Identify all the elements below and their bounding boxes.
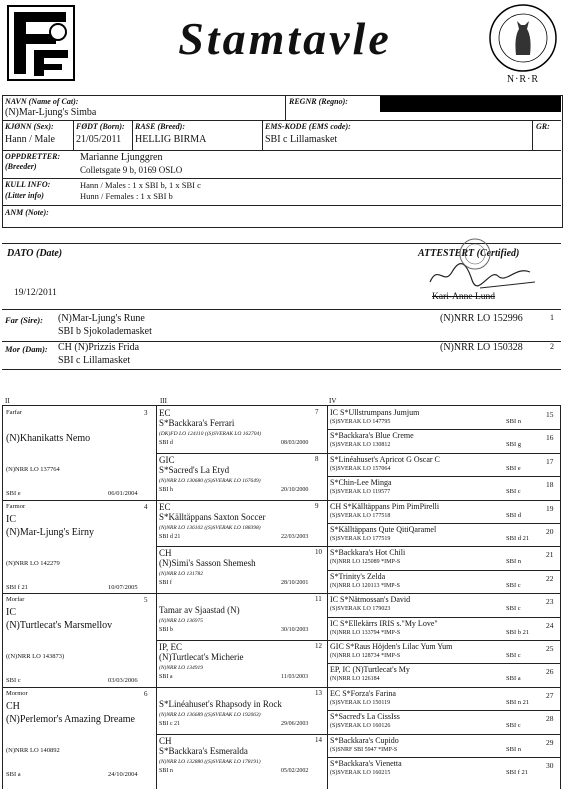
ancestor-date: 11/03/2003: [281, 674, 309, 680]
cert-date: 19/12/2011: [14, 288, 57, 298]
ancestor-date: 22/03/2003: [281, 533, 309, 540]
grid-line: [156, 593, 327, 594]
ancestor-name: S*Chin-Lee Minga: [330, 478, 392, 488]
ancestor-reg: (N)NRR LO 140892: [6, 746, 60, 754]
ancestor-role: Farfar: [6, 409, 22, 416]
ancestor-reg: (DK)FD LO 124110 ((S)SVERAK LO 162704): [159, 431, 262, 437]
ancestor-number: 16: [546, 433, 554, 443]
ancestor-number: 27: [546, 690, 554, 700]
sex-value: Hann / Male: [5, 134, 55, 145]
ancestor-color: SBI b: [159, 627, 173, 634]
ancestor-name: CH S*Källtäppans Pim PimPirelli: [330, 501, 440, 511]
grid-line: [156, 406, 157, 789]
sire-label: Far (Sire):: [5, 315, 44, 325]
ancestor-name: (N)Turtlecat's Marsmellov: [6, 620, 113, 632]
ancestor-color: SBI d 21: [159, 533, 181, 540]
cert-seal: [458, 237, 492, 271]
ancestor-reg: (N)NRR LO 132880 ((S)SVERAK LO 178191): [159, 758, 261, 765]
ancestor-color: SBI e: [6, 490, 21, 497]
ancestor-role: Morfar: [6, 596, 25, 604]
ancestor-name: (N)Perlemor's Amazing Dreame: [6, 713, 135, 725]
ancestor-color: SBI f: [159, 580, 172, 587]
breeder-name: Marianne Ljunggren: [80, 152, 163, 163]
ancestor-reg: (S)SVERAK LO 179023: [330, 606, 391, 613]
grid-line: [156, 546, 327, 547]
ancestor-name: EP, IC (N)Turtlecat's My: [330, 665, 410, 675]
breeder-label: OPPDRETTER:: [5, 152, 61, 161]
ancestor-name: S*Källtäppans Qute QitiQaramel: [330, 525, 437, 534]
col-header-ii: II: [5, 397, 10, 405]
ancestor-date: 08/03/2000: [281, 440, 309, 446]
grid-line: [327, 687, 560, 688]
regnr-label: REGNR (Regno):: [289, 97, 348, 106]
ancestor-name: S*Källtäppans Saxton Soccer: [159, 511, 266, 522]
fife-logo: [6, 4, 76, 82]
name-label: NAVN (Name of Cat):: [5, 97, 79, 106]
ancestor-name: S*Linéahuset's Rhapsody in Rock: [159, 698, 282, 709]
ancestor-number: 15: [546, 410, 554, 419]
ancestor-name: S*Backkara's Cupido: [330, 735, 399, 745]
ancestor-color: SBI c: [6, 677, 21, 685]
ancestor-color: SBI n: [506, 745, 521, 753]
ancestor-color: SBI c: [506, 722, 521, 730]
grid-line: [3, 593, 156, 594]
ancestor-color: SBI f 21: [6, 583, 29, 591]
ancestor-name: IC S*Nätmossan's David: [330, 595, 411, 605]
ancestor-number: 12: [315, 642, 322, 650]
ancestor-name: S*Sacred's La CissIss: [330, 712, 400, 722]
ancestor-reg: (N)NRR LO 120113 *IMP-S: [330, 582, 400, 589]
col-header-iii: III: [160, 397, 167, 405]
ancestor-reg: (N)NRR LO 128734 *IMP-S: [330, 653, 401, 659]
nrr-seal: [488, 3, 558, 73]
cat-name: (N)Mar-Ljung's Simba: [5, 107, 97, 118]
ancestor-reg: (S)SNRF SBI 5947 *IMP-S: [330, 746, 398, 753]
ancestor-title: EC: [159, 501, 171, 512]
ancestor-number: 9: [315, 501, 319, 510]
dam-color: SBI c Lillamasket: [58, 355, 131, 366]
ancestor-color: SBI n: [159, 767, 173, 774]
ancestor-date: 30/10/2003: [281, 627, 309, 634]
ancestor-reg: (N)NRR LO 131782: [159, 571, 203, 578]
pedigree-table: [2, 405, 561, 789]
ancestor-number: 5: [144, 596, 148, 605]
ancestor-name: S*Sacred's La Etyd: [159, 464, 230, 475]
grid-line: [327, 406, 328, 789]
ancestor-role: Mormor: [6, 689, 28, 697]
dam-num: 2: [550, 342, 554, 351]
ancestor-number: 17: [546, 456, 554, 466]
sire-num: 1: [550, 313, 554, 322]
ancestor-number: 13: [315, 688, 322, 697]
ancestor-color: SBI n: [506, 558, 521, 566]
ancestor-reg: (S)SVERAK LO 160215: [330, 770, 391, 776]
dam-name: CH (N)Prizzis Frida: [58, 342, 140, 353]
ancestor-reg: (S)SVERAK LO 177518: [330, 512, 391, 519]
ancestor-name: GIC S*Raus Höjden's Lilac Yum Yum: [330, 642, 453, 651]
grid-line: [327, 593, 560, 594]
grid-line: [156, 640, 327, 641]
ancestor-number: 18: [546, 480, 554, 490]
ancestor-title: CH: [159, 548, 172, 559]
ancestor-color: SBI h: [159, 486, 173, 493]
sire-reg: (N)NRR LO 152996: [440, 313, 523, 324]
ancestor-reg: (S)SVERAK LO 157064: [330, 465, 391, 472]
grid-line: [3, 687, 156, 688]
grid-line: [327, 663, 560, 664]
ancestor-color: SBI n 21: [506, 698, 530, 706]
ancestor-number: 7: [315, 408, 319, 416]
grid-line: [156, 734, 327, 735]
gr-label: GR:: [536, 122, 550, 131]
ancestor-color: SBI a: [506, 675, 521, 683]
ancestor-date: 28/10/2001: [281, 580, 309, 587]
grid-line: [327, 757, 560, 758]
grid-line: [327, 429, 560, 430]
born-value: 21/05/2011: [76, 134, 122, 145]
grid-line: [156, 500, 327, 501]
ancestor-number: 21: [546, 550, 554, 560]
breed-label: RASE (Breed):: [135, 122, 185, 131]
ancestor-name: S*Backkara's Hot Chili: [330, 548, 406, 558]
ancestor-color: SBI d: [159, 440, 173, 446]
dam-reg: (N)NRR LO 150328: [440, 342, 523, 353]
ancestor-color: SBI n: [506, 418, 521, 425]
ancestor-color: SBI d: [506, 511, 521, 519]
ancestor-number: 24: [546, 620, 554, 630]
grid-line: [156, 453, 327, 454]
ancestor-name: S*Backkara's Esmeralda: [159, 745, 248, 756]
ancestor-reg: (N)NRR LO 137764: [6, 466, 60, 473]
born-label: FØDT (Born):: [76, 122, 125, 131]
note-label: ANM (Note):: [5, 208, 49, 217]
ancestor-name: (N)Mar-Ljung's Eirny: [6, 526, 94, 538]
ancestor-number: 28: [546, 714, 554, 724]
ancestor-reg: (N)NRR LO 133794 *IMP-S: [330, 629, 401, 636]
ancestor-title: IC: [6, 607, 16, 619]
grid-line: [327, 476, 560, 477]
ancestor-reg: (S)SVERAK LO 130812: [330, 442, 391, 449]
ancestor-reg: (N)NRR LO 125089 *IMP-S: [330, 559, 401, 566]
col-header-iv: IV: [329, 397, 337, 405]
ancestor-number: 23: [546, 597, 554, 607]
grid-line: [327, 710, 560, 711]
ancestor-date: 06/01/2004: [108, 490, 138, 497]
ancestor-name: S*Backkara's Blue Creme: [330, 431, 414, 441]
sex-label: KJØNN (Sex):: [5, 122, 54, 131]
ancestor-number: 10: [315, 548, 322, 557]
ancestor-date: 03/03/2006: [108, 677, 138, 685]
ancestor-title: CH: [6, 700, 20, 712]
ancestor-color: SBI b 21: [506, 628, 530, 636]
sire-color: SBI b Sjokolademasket: [58, 326, 152, 337]
dam-label: Mor (Dam):: [5, 344, 48, 354]
ancestor-title: IP, EC: [159, 642, 183, 652]
ems-label: EMS-KODE (EMS code):: [265, 122, 351, 131]
date-label: DATO (Date): [7, 248, 63, 259]
ancestor-role: Farmor: [6, 502, 26, 510]
grid-line: [327, 734, 560, 735]
ancestor-number: 20: [546, 527, 554, 536]
seal-caption: N·R·R: [506, 74, 540, 85]
certified-label: ATTESTERT (Certified): [418, 248, 520, 259]
ancestor-name: S*Linéahuset's Apricot G Oscar C: [330, 454, 440, 464]
ancestor-date: 29/06/2003: [281, 720, 309, 727]
litter-label: KULL INFO:: [5, 180, 51, 189]
litter-females: Hunn / Females : 1 x SBI b: [80, 191, 173, 201]
ancestor-number: 30: [546, 761, 554, 770]
ancestor-reg: (N)NRR LO 134919: [159, 665, 203, 671]
grid-line: [327, 570, 560, 571]
ancestor-color: SBI c 21: [159, 720, 180, 727]
ancestor-title: GIC: [159, 454, 175, 465]
ancestor-name: EC S*Forza's Farina: [330, 688, 396, 698]
ancestor-name: IC S*Ullstrumpans Jumjum: [330, 408, 420, 417]
grid-line: [156, 687, 327, 688]
ancestor-name: S*Trinity's Zelda: [330, 571, 386, 581]
ancestor-date: 24/10/2004: [108, 770, 138, 778]
breeder-address: Colletsgate 9 b, 0169 OSLO: [80, 165, 183, 175]
grid-line: [327, 453, 560, 454]
ancestor-date: 05/02/2002: [281, 767, 309, 774]
ancestor-color: SBI d 21: [506, 535, 530, 542]
ancestor-name: (N)Turtlecat's Micherie: [159, 652, 244, 662]
ancestor-color: SBI c: [506, 488, 521, 496]
ancestor-number: 3: [144, 409, 148, 417]
ancestor-color: SBI c: [506, 652, 521, 659]
ancestor-reg: (N)NRR LO 142279: [6, 559, 60, 567]
ancestor-reg: (N)NRR LO 136975: [159, 618, 203, 625]
ancestor-number: 22: [546, 573, 554, 583]
grid-line: [327, 546, 560, 547]
ancestor-number: 11: [315, 595, 322, 604]
grid-line: [327, 500, 560, 501]
ancestor-name: S*Backkara's Ferrari: [159, 418, 235, 428]
ancestor-title: IC: [6, 513, 16, 525]
signer-name: Kari-Anne Lund: [432, 292, 496, 302]
grid-line: [3, 500, 156, 501]
ancestor-number: 26: [546, 667, 554, 677]
ancestor-name: Tamar av Sjaastad (N): [159, 605, 240, 616]
litter-label-en: (Litter info): [5, 191, 44, 200]
ancestor-number: 25: [546, 644, 554, 653]
ancestor-reg: (N)NRR LO 130680 ((S)SVERAK LO 167649): [159, 477, 261, 484]
ancestor-reg: (S)SVERAK LO 119577: [330, 489, 391, 496]
ancestor-color: SBI e: [506, 464, 521, 472]
ancestor-reg: (N)NRR LO 126184: [330, 676, 380, 683]
ancestor-number: 29: [546, 737, 554, 747]
breed-value: HELLIG BIRMA: [135, 134, 207, 145]
regnr-redaction: [380, 96, 561, 112]
ancestor-title: CH: [159, 735, 172, 746]
ancestor-color: SBI c: [506, 581, 521, 589]
page-title: Stamtavle: [178, 13, 392, 64]
ancestor-number: 8: [315, 454, 319, 463]
ancestor-date: 20/10/2000: [281, 486, 309, 493]
ancestor-title: EC: [159, 408, 171, 418]
ancestor-reg: ((N)NRR LO 143873): [6, 653, 65, 661]
ancestor-name: (N)Khanikatts Nemo: [6, 433, 91, 444]
ancestor-color: SBI a: [159, 674, 173, 680]
grid-line: [327, 640, 560, 641]
ancestor-color: SBI g: [506, 441, 521, 449]
ancestor-reg: (S)SVERAK LO 160126: [330, 723, 391, 730]
ancestor-color: SBI f 21: [506, 769, 529, 776]
ancestor-number: 6: [144, 689, 148, 698]
ancestor-reg: (N)NRR LO 136689 ((S)SVERAK LO 192063): [159, 711, 261, 718]
ancestor-date: 10/07/2005: [108, 583, 138, 591]
ancestor-reg: (S)SVERAK LO 150119: [330, 699, 391, 706]
ancestor-color: SBI c: [506, 605, 521, 613]
ancestor-color: SBI a: [6, 770, 21, 778]
grid-line: [327, 523, 560, 524]
ancestor-reg: (N)NRR LO 136102 ((S)SVERAK LO 188398): [159, 524, 261, 531]
ancestor-number: 4: [144, 502, 148, 511]
ancestor-name: IC S*Ellekärrs IRIS s."My Love": [330, 618, 438, 628]
sire-name: (N)Mar-Ljung's Rune: [58, 313, 145, 324]
breeder-label-en: (Breeder): [5, 162, 37, 171]
ancestor-name: (N)Simi's Sasson Shemesh: [159, 558, 256, 569]
ancestor-name: S*Backkara's Vienetta: [330, 759, 402, 768]
ancestor-number: 14: [315, 735, 322, 744]
ancestor-reg: (S)SVERAK LO 147795: [330, 419, 391, 425]
ems-value: SBI c Lillamasket: [265, 134, 338, 145]
ancestor-number: 19: [546, 503, 554, 513]
ancestor-reg: (S)SVERAK LO 177519: [330, 536, 391, 542]
litter-males: Hann / Males : 1 x SBI b, 1 x SBI c: [80, 180, 201, 190]
grid-line: [327, 617, 560, 618]
